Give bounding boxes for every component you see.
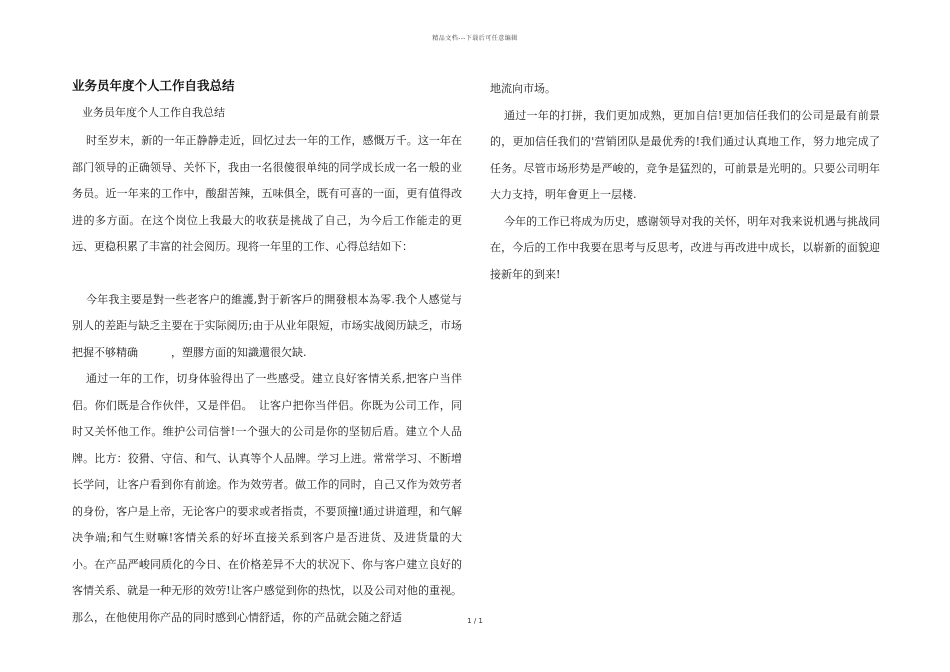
paragraph-continuation: 地流向市场。 [490,82,556,95]
left-column [72,76,462,631]
paragraph-achievements: 通过一年的打拼，我们更加成熟，更加自信!更加信任我们的公司是最有前景的，更加信任我们的'营销团队是最优秀的!我们通过认真地工作，努力地完成了任务。尽管市场形势是严峻的，竞争是猛烈的，可前景是光明的。只要公司明年大力支持，明年會更上一层楼. [490,108,880,201]
paragraph-intro: 时至岁末，新的一年正静静走近，回忆过去一年的工作，感慨万千。这一年在部门领导的正确领导、关怀下，我由一名很傻很单纯的同学成长成一名一般的业务员。近一年来的工作中，酸甜苦辣，五味俱全，既有可喜的一面，更有值得改进的多方面。在这个岗位上我最大的收获是挑战了自己，为今后工作能走的更远、更稳积累了丰富的社会阅历。现将一年里的工作、心得总结如下： [72,134,462,253]
document-subtitle: 业务员年度个人工作自我总结 [82,106,225,119]
right-column [490,76,880,288]
page-number: 1 / 1 [467,617,483,625]
paragraph-customers: 今年我主要是對一些老客户的維護,對于新客戶的開發根本為零.我个人感觉与别人的差距与缺乏主要在于实际阅历;由于从业年限短，市场实战阅历缺乏，市场把握不够精确 ，塑膠方面的知識還很欠缺. [72,292,462,359]
paragraph-experience: 通过一年的工作，切身体验得出了一些感受。建立良好客情关系,把客户当伴侣。你们既是合作伙伴，又是伴侣。 让客户把你当伴侣。你既为公司工作，同时又关怀他工作。维护公司信誉!一个强大的公司是你的坚韧后盾。建立个人品牌。比方：狡猾、守信、和气、认真等个人品牌。学习上进。常常学习、不断增长学问，让客户看到你有前途。作为效劳者。做工作的同时，自己又作为效劳者的身份，客户是上帝，无论客户的要求或者指责，不要顶撞!通过讲道理，和气解决争端;和气生财嘛!客情关系的好坏直接关系到客户是否进货、及进货量的大小。在产品严峻同质化的今日、在价格差异不大的状况下、你与客户建立良好的客情关系、就是一种无形的效劳!让客户感觉到你的热忱，以及公司对他的重视。那么，在他使用你产品的同时感到心情舒适，你的产品就会随之舒适 [72,372,462,624]
paragraph-spacer [72,261,462,287]
document-title: 业务员年度个人工作自我总结 [72,78,235,93]
paragraph-closing: 今年的工作已将成为历史，感谢领导对我的关怀，明年对我来说机遇与挑战同在，今后的工作中我要在思考与反思考，改进与再改进中成长，以崭新的面貌迎接新年的到来! [490,214,880,281]
page-header-note: 精品文档---下载后可任意编辑 [432,35,518,42]
